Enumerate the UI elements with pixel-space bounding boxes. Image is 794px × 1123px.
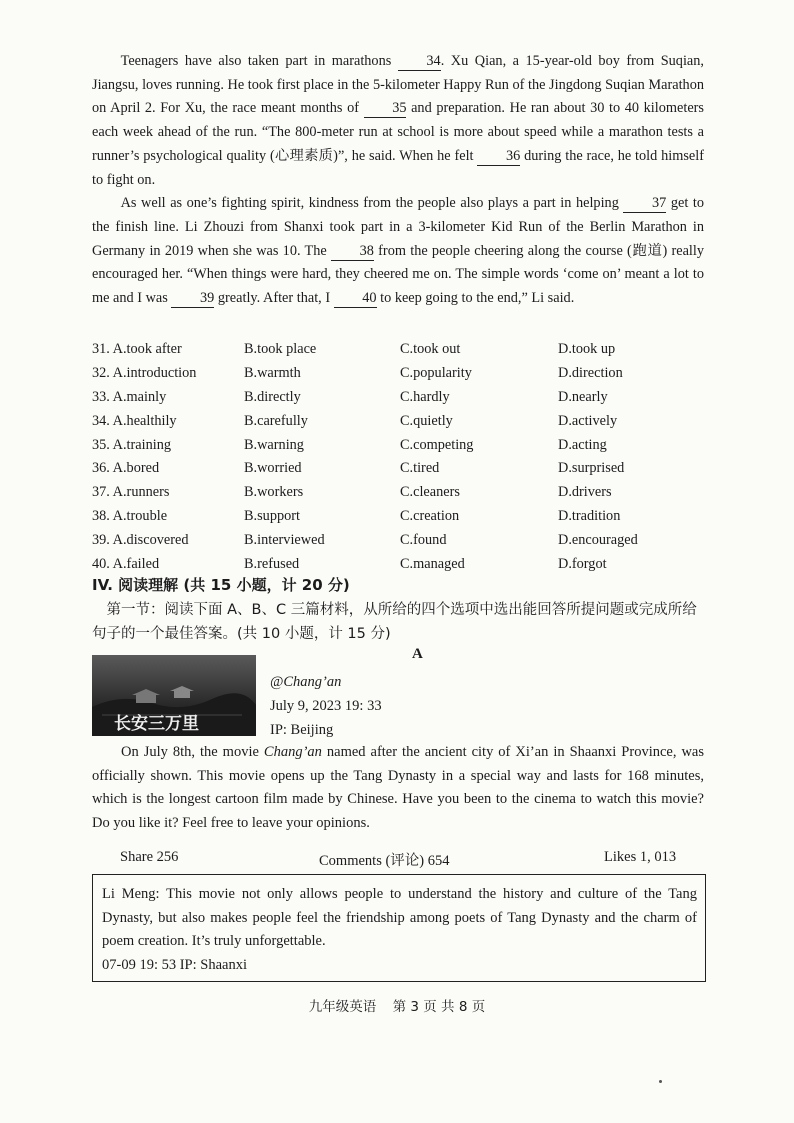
post-meta [270, 670, 382, 742]
passage-text: Teenagers have also taken part in marathons [120, 53, 398, 69]
option-b: B.warmth [244, 365, 301, 382]
passage-text: from the people cheering along the course (跑道) really encouraged her. “When things were hard, they cheered me on. The simple words ‘come on’ meant a lot to me and I was [92, 242, 705, 307]
option-a: 35. A.training [92, 436, 172, 453]
option-a: 38. A.trouble [92, 507, 168, 524]
movie-poster-image [92, 655, 256, 736]
option-a: 31. A.took after [92, 341, 182, 358]
option-d: D.encouraged [558, 531, 638, 548]
option-row [92, 386, 712, 410]
movie-title: Chang’an [263, 744, 322, 760]
comment-count: Comments (评论) 654 [319, 853, 450, 869]
poster-artwork [92, 655, 256, 736]
option-c: C.found [400, 531, 447, 548]
passage-text: during the race, he told himself to fight on. [92, 147, 704, 188]
comment-meta: 07-09 19: 53 IP: Shaanxi [102, 957, 247, 974]
option-row [92, 528, 712, 552]
option-d: D.direction [558, 365, 623, 382]
option-d: D.forgot [558, 555, 607, 572]
option-row [92, 505, 712, 529]
option-c: C.creation [400, 507, 460, 524]
blank-37: 37 [623, 195, 666, 213]
option-c: C.took out [400, 341, 461, 358]
footer-page-number: 第 3 页 共 8 页 [392, 999, 486, 1015]
option-c: C.tired [400, 460, 440, 477]
option-b: B.support [244, 507, 301, 524]
footer-subject: 九年级英语 [308, 999, 377, 1015]
passage-paragraph-2 [92, 192, 704, 311]
option-c: C.hardly [400, 388, 450, 405]
option-b: B.directly [244, 388, 301, 405]
option-a: 36. A.bored [92, 460, 160, 477]
comment-text: Li Meng: This movie not only allows people to understand the history and culture of the Tang Dynasty, but also makes people feel the friendship among poets of Tang Dynasty and the charm of poem creation. It’s truly unforgettable. [102, 886, 697, 950]
section-instruction: 第一节：阅读下面 A、B、C 三篇材料，从所给的四个选项中选出能回答所提问题或完成所给句子的一个最佳答案。(共 10 小题，计 15 分) [92, 602, 697, 642]
option-c: C.managed [400, 555, 465, 572]
option-row [92, 362, 712, 386]
blank-35: 35 [364, 100, 407, 118]
option-d: D.acting [558, 436, 607, 453]
blank-36: 36 [477, 148, 520, 166]
cloze-passage [92, 50, 704, 311]
post-body: On July 8th, the movie Chang’an named after the ancient city of Xi’an in Shaanxi Province, was officially shown. This movie opens up the Tang Dynasty in a special way and lasts for 168 minutes, which is the longest cartoon film made by Chinese. Have you been to the cinema to watch this movie? Do you like it? Feel free to leave your opinions. [92, 744, 704, 832]
option-row [92, 552, 712, 576]
comment-box [92, 874, 706, 982]
option-a: 40. A.failed [92, 555, 160, 572]
option-b: B.refused [244, 555, 300, 572]
option-d: D.tradition [558, 507, 621, 524]
poster-title-text: 长安三万里 [114, 714, 199, 734]
option-row [92, 409, 712, 433]
post-date: July 9, 2023 19: 33 [270, 698, 382, 714]
option-c: C.competing [400, 436, 474, 453]
scan-speck [659, 1080, 662, 1083]
option-a: 32. A.introduction [92, 365, 197, 382]
share-count: Share 256 [120, 849, 179, 865]
post-account: @Chang’an [270, 674, 342, 690]
option-a: 37. A.runners [92, 484, 170, 501]
option-c: C.quietly [400, 412, 453, 429]
option-a: 39. A.discovered [92, 531, 189, 548]
part-label: A [412, 646, 423, 662]
section-title: IV. 阅读理解 (共 15 小题，计 20 分) [92, 576, 350, 594]
option-d: D.surprised [558, 460, 625, 477]
option-b: B.interviewed [244, 531, 325, 548]
option-a: 34. A.healthily [92, 412, 177, 429]
blank-39: 39 [171, 290, 214, 308]
answer-options [92, 338, 712, 576]
passage-text: As well as one’s fighting spirit, kindness from the people also plays a part in helping [120, 195, 624, 212]
passage-text: . Xu Qian, a 15-year-old boy from Suqian, Jiangsu, loves running. He took first place in the 5-kilometer Happy Run of the Jingdong Suqian Marathon on April 2. For Xu, the race meant months of [92, 53, 704, 117]
option-d: D.actively [558, 412, 618, 429]
option-b: B.warning [244, 436, 304, 453]
option-c: C.cleaners [400, 484, 460, 501]
option-b: B.worried [244, 460, 302, 477]
option-c: C.popularity [400, 365, 472, 382]
blank-40: 40 [334, 290, 377, 308]
option-row [92, 338, 712, 362]
passage-text: and preparation. He ran about 30 to 40 kilometers each week ahead of the run. “The 800-meter run at school is more about speed while a marathon tests a runner’s psychological quality (心理素质)”, he said. When he felt [92, 100, 704, 164]
passage-text: greatly. After that, I [214, 290, 334, 307]
page-footer [0, 995, 794, 1015]
option-row [92, 433, 712, 457]
passage-text: get to the finish line. Li Zhouzi from Shanxi took part in a 3-kilometer Kid Run of the Berlin Marathon in Germany in 2019 when she was 10. The [92, 195, 704, 259]
option-d: D.drivers [558, 484, 612, 501]
option-b: B.took place [244, 341, 317, 358]
blank-38: 38 [331, 243, 374, 261]
post-ip: IP: Beijing [270, 722, 334, 738]
passage-text: to keep going to the end,” Li said. [376, 290, 575, 307]
option-row [92, 481, 712, 505]
option-d: D.took up [558, 341, 616, 358]
option-b: B.carefully [244, 412, 308, 429]
blank-34: 34 [398, 53, 441, 71]
option-b: B.workers [244, 484, 304, 501]
option-d: D.nearly [558, 388, 608, 405]
passage-paragraph-1 [92, 50, 704, 192]
option-row [92, 457, 712, 481]
option-a: 33. A.mainly [92, 388, 167, 405]
like-count: Likes 1, 013 [604, 849, 677, 865]
